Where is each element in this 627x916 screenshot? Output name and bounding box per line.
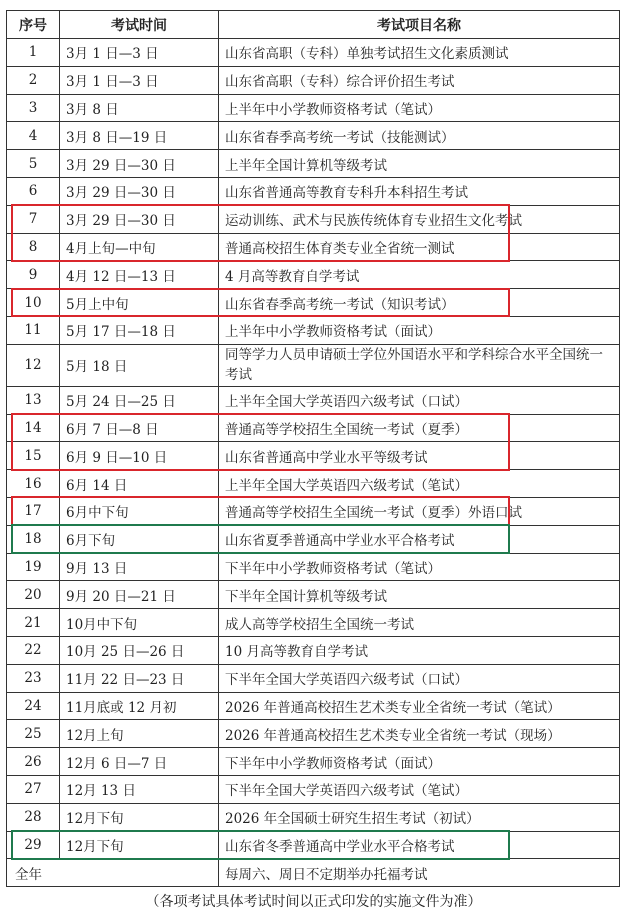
exam-time: 3月 8 日—19 日: [60, 122, 219, 150]
exam-name: 山东省高职（专科）综合评价招生考试: [219, 66, 620, 94]
exam-time: 5月 24 日—25 日: [60, 386, 219, 414]
exam-time: 12月下旬: [60, 803, 219, 831]
exam-name: 上半年全国大学英语四六级考试（口试）: [219, 386, 620, 414]
table-row: [7, 442, 620, 470]
row-number: 28: [7, 803, 60, 831]
exam-time: 12月 13 日: [60, 775, 219, 803]
row-number: 26: [7, 748, 60, 776]
table-row: [7, 803, 620, 831]
row-number: 11: [7, 316, 60, 344]
exam-time: 10月中下旬: [60, 609, 219, 637]
exam-time: 3月 29 日—30 日: [60, 150, 219, 178]
table-row: [7, 150, 620, 178]
exam-time: 12月 6 日—7 日: [60, 748, 219, 776]
row-number: 18: [7, 525, 60, 553]
row-number: 7: [7, 205, 60, 233]
table-row: [7, 692, 620, 720]
exam-time: 5月 17 日—18 日: [60, 316, 219, 344]
table-row: [7, 414, 620, 442]
row-number: 24: [7, 692, 60, 720]
exam-name: 2026 年普通高校招生艺术类专业全省统一考试（现场）: [219, 720, 620, 748]
exam-name: 下半年中小学教师资格考试（笔试）: [219, 553, 620, 581]
table-row: [7, 636, 620, 664]
exam-name: 成人高等学校招生全国统一考试: [219, 609, 620, 637]
table-row: [7, 261, 620, 289]
row-number: 21: [7, 609, 60, 637]
row-number: 1: [7, 39, 60, 67]
row-number: 14: [7, 414, 60, 442]
row-number: 19: [7, 553, 60, 581]
exam-name: 上半年中小学教师资格考试（笔试）: [219, 94, 620, 122]
exam-name: 同等学力人员申请硕士学位外国语水平和学科综合水平全国统一考试: [219, 344, 620, 386]
table-row: [7, 39, 620, 67]
exam-name: 2026 年全国硕士研究生招生考试（初试）: [219, 803, 620, 831]
exam-time: 6月 9 日—10 日: [60, 442, 219, 470]
row-number: 22: [7, 636, 60, 664]
header-name: 考试项目名称: [219, 11, 620, 39]
table-row: [7, 344, 620, 386]
exam-time: 6月 14 日: [60, 470, 219, 498]
exam-time: 6月 7 日—8 日: [60, 414, 219, 442]
exam-name: 山东省冬季普通高中学业水平合格考试: [219, 831, 620, 859]
row-number: 6: [7, 177, 60, 205]
row-number: 12: [7, 344, 60, 386]
row-number: 4: [7, 122, 60, 150]
exam-time: 6月中下旬: [60, 497, 219, 525]
exam-name: 4 月高等教育自学考试: [219, 261, 620, 289]
exam-name: 下半年全国大学英语四六级考试（笔试）: [219, 775, 620, 803]
exam-name: 2026 年普通高校招生艺术类专业全省统一考试（笔试）: [219, 692, 620, 720]
table-row: [7, 122, 620, 150]
row-number: 25: [7, 720, 60, 748]
row-number: 2: [7, 66, 60, 94]
table-row: [7, 66, 620, 94]
exam-schedule: [6, 10, 620, 887]
exam-time: 11月 22 日—23 日: [60, 664, 219, 692]
exam-name: 普通高等学校招生全国统一考试（夏季）外语口试: [219, 497, 620, 525]
row-number: 9: [7, 261, 60, 289]
exam-time: 3月 29 日—30 日: [60, 205, 219, 233]
exam-name: 山东省普通高中学业水平等级考试: [219, 442, 620, 470]
exam-time: 3月 29 日—30 日: [60, 177, 219, 205]
table-row: [7, 664, 620, 692]
exam-name: 普通高等学校招生全国统一考试（夏季）: [219, 414, 620, 442]
exam-name: 山东省夏季普通高中学业水平合格考试: [219, 525, 620, 553]
exam-name: 下半年全国大学英语四六级考试（口试）: [219, 664, 620, 692]
exam-name: 上半年中小学教师资格考试（面试）: [219, 316, 620, 344]
table-row: [7, 470, 620, 498]
exam-name: 山东省高职（专科）单独考试招生文化素质测试: [219, 39, 620, 67]
all-year-name: 每周六、周日不定期举办托福考试: [219, 859, 620, 887]
table-header: [7, 11, 620, 39]
exam-time: 4月 12 日—13 日: [60, 261, 219, 289]
row-number: 15: [7, 442, 60, 470]
exam-name: 山东省春季高考统一考试（技能测试）: [219, 122, 620, 150]
table-row: [7, 553, 620, 581]
table-row: [7, 748, 620, 776]
table-row: [7, 581, 620, 609]
exam-time: 3月 1 日—3 日: [60, 66, 219, 94]
exam-time: 3月 1 日—3 日: [60, 39, 219, 67]
row-number: 10: [7, 289, 60, 317]
exam-time: 12月下旬: [60, 831, 219, 859]
exam-name: 下半年中小学教师资格考试（面试）: [219, 748, 620, 776]
exam-time: 12月上旬: [60, 720, 219, 748]
header-time: 考试时间: [60, 11, 219, 39]
exam-name: 普通高校招生体育类专业全省统一测试: [219, 233, 620, 261]
exam-name: 上半年全国计算机等级考试: [219, 150, 620, 178]
exam-time: 4月上旬—中旬: [60, 233, 219, 261]
exam-name: 山东省普通高等教育专科升本科招生考试: [219, 177, 620, 205]
table-row-all-year: [7, 859, 620, 887]
table-row: [7, 94, 620, 122]
table-row: [7, 233, 620, 261]
all-year-label: 全年: [7, 859, 219, 887]
row-number: 13: [7, 386, 60, 414]
table-row: [7, 205, 620, 233]
table-row: [7, 525, 620, 553]
exam-name: 下半年全国计算机等级考试: [219, 581, 620, 609]
row-number: 16: [7, 470, 60, 498]
exam-time: 5月 18 日: [60, 344, 219, 386]
table-row: [7, 497, 620, 525]
footnote: （各项考试具体考试时间以正式印发的实施文件为准）: [145, 894, 482, 910]
exam-time: 3月 8 日: [60, 94, 219, 122]
exam-name: 10 月高等教育自学考试: [219, 636, 620, 664]
row-number: 27: [7, 775, 60, 803]
row-number: 29: [7, 831, 60, 859]
exam-name: 山东省春季高考统一考试（知识考试）: [219, 289, 620, 317]
exam-schedule-table: [6, 10, 620, 887]
table-row: [7, 775, 620, 803]
row-number: 20: [7, 581, 60, 609]
row-number: 5: [7, 150, 60, 178]
table-row: [7, 609, 620, 637]
table-row: [7, 831, 620, 859]
table-row: [7, 720, 620, 748]
row-number: 3: [7, 94, 60, 122]
exam-name: 运动训练、武术与民族传统体育专业招生文化考试: [219, 205, 620, 233]
exam-time: 9月 20 日—21 日: [60, 581, 219, 609]
exam-time: 9月 13 日: [60, 553, 219, 581]
exam-time: 6月下旬: [60, 525, 219, 553]
exam-time: 5月上中旬: [60, 289, 219, 317]
table-row: [7, 289, 620, 317]
row-number: 23: [7, 664, 60, 692]
exam-name: 上半年全国大学英语四六级考试（笔试）: [219, 470, 620, 498]
row-number: 17: [7, 497, 60, 525]
table-row: [7, 386, 620, 414]
exam-time: 10月 25 日—26 日: [60, 636, 219, 664]
row-number: 8: [7, 233, 60, 261]
table-row: [7, 177, 620, 205]
header-no: 序号: [7, 11, 60, 39]
exam-time: 11月底或 12 月初: [60, 692, 219, 720]
table-row: [7, 316, 620, 344]
